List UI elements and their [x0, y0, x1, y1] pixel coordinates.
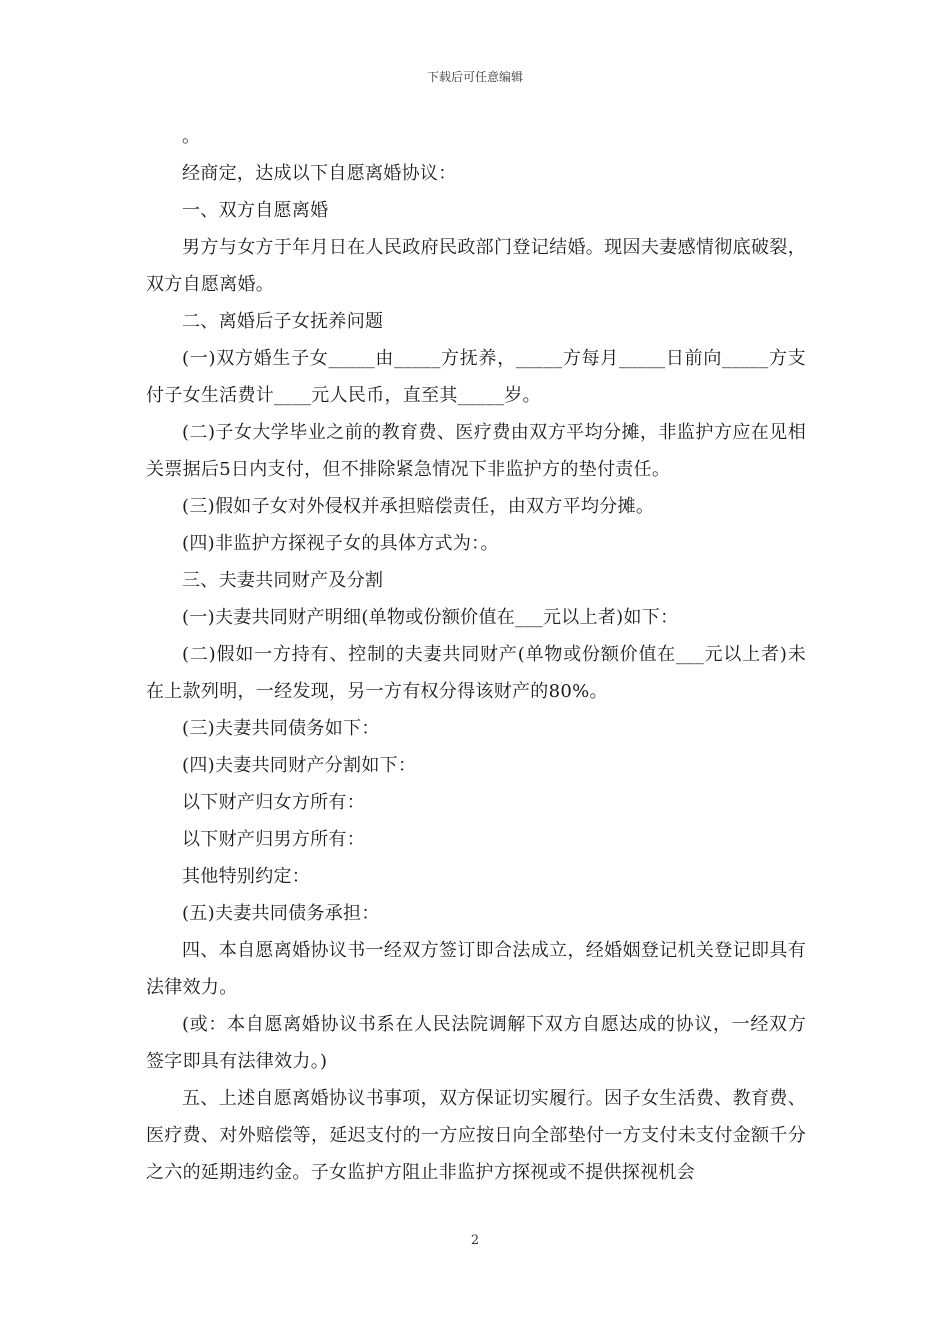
document-body	[146, 118, 806, 1191]
line-male-property: 以下财产归男方所有：	[182, 829, 365, 850]
page-number: 2	[470, 1233, 480, 1248]
clause-property-division: (四)夫妻共同财产分割如下：	[182, 755, 417, 776]
paragraph-court-mediation: (或：本自愿离婚协议书系在人民法院调解下双方自愿达成的协议，一经双方签字即具有法律效力。)	[146, 1014, 806, 1072]
paragraph-fragment: 。	[182, 126, 201, 147]
section-heading-1: 一、双方自愿离婚	[182, 200, 329, 221]
section-heading-4: 四、本自愿离婚协议书一经双方签订即合法成立，经婚姻登记机关登记即具有法律效力。	[146, 940, 806, 998]
section-heading-5: 五、上述自愿离婚协议书事项，双方保证切实履行。因子女生活费、教育费、医疗费、对外赔偿等，延迟支付的一方应按日向全部垫付一方支付未支付金额千分之六的延期违约金。子女监护方阻止非监护方探视或不提供探视机会	[146, 1088, 806, 1183]
clause-visitation: (四)非监护方探视子女的具体方式为：。	[182, 533, 499, 554]
section-heading-3: 三、夫妻共同财产及分割	[182, 570, 384, 591]
paragraph-marriage-registration: 男方与女方于年月日在人民政府民政部门登记结婚。现因夫妻感情彻底破裂，双方自愿离婚。	[146, 237, 806, 295]
clause-debt-assumption: (五)夫妻共同债务承担：	[182, 903, 380, 924]
section-heading-2: 二、离婚后子女抚养问题	[182, 311, 384, 332]
clause-tort-liability: (三)假如子女对外侵权并承担赔偿责任，由双方平均分摊。	[182, 496, 655, 517]
page-header: 下载后可任意编辑	[426, 70, 523, 84]
line-special-agreement: 其他特别约定：	[182, 866, 311, 887]
clause-property-list: (一)夫妻共同财产明细(单物或份额价值在___元以上者)如下：	[182, 607, 679, 628]
line-female-property: 以下财产归女方所有：	[182, 792, 365, 813]
clause-child-custody: (一)双方婚生子女_____由_____方抚养，_____方每月_____日前向_____方支付子女生活费计____元人民币，直至其_____岁。	[146, 348, 806, 406]
clause-hidden-property: (二)假如一方持有、控制的夫妻共同财产(单物或份额价值在___元以上者)未在上款列明，一经发现，另一方有权分得该财产的80%。	[146, 644, 806, 702]
clause-joint-debts: (三)夫妻共同债务如下：	[182, 718, 380, 739]
paragraph-intro: 经商定，达成以下自愿离婚协议：	[182, 163, 457, 184]
clause-education-medical: (二)子女大学毕业之前的教育费、医疗费由双方平均分摊，非监护方应在见相关票据后5日内支付，但不排除紧急情况下非监护方的垫付责任。	[146, 422, 806, 480]
